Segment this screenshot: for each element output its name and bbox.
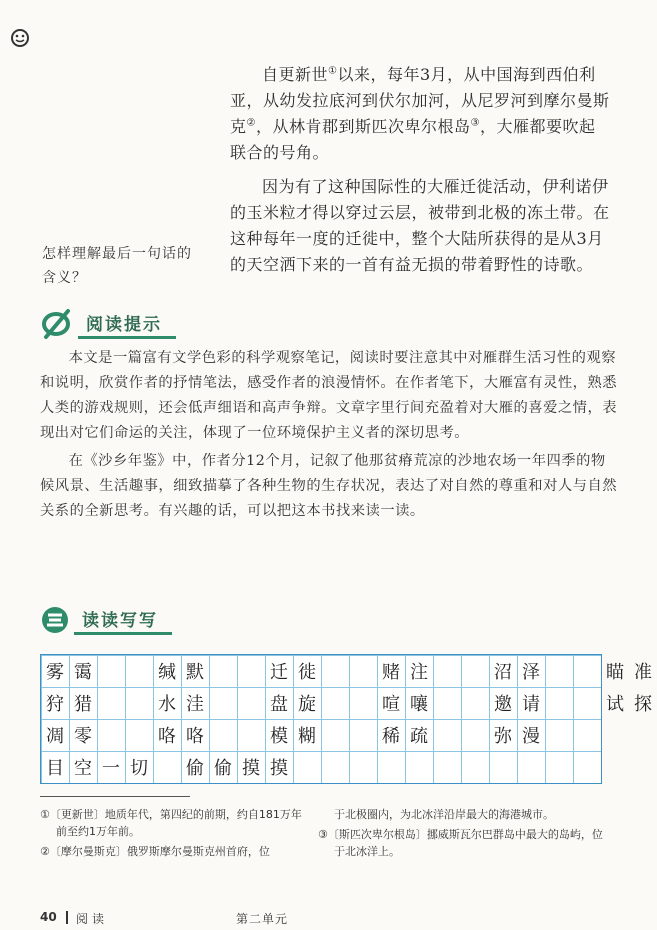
read-write-icon xyxy=(40,605,70,635)
vocabulary-word: 迁 徙 xyxy=(270,662,316,683)
main-passage xyxy=(230,62,610,286)
passage-paragraph-2: 因为有了这种国际性的大雁迁徙活动，伊利诺伊的玉米粒才得以穿过云层，被带到北极的冻土带。在这种每年一度的迁徙中，整个大陆所获得的是从3月的天空洒下来的一首有益无损的带着野性的诗歌。 xyxy=(230,177,610,274)
vocabulary-word: 喧 嚷 xyxy=(382,694,428,715)
vocabulary-word: 沼 泽 xyxy=(494,662,540,683)
reading-tips-body xyxy=(40,346,618,527)
footnotes-left xyxy=(40,806,302,863)
footnote-divider xyxy=(40,796,190,797)
page-number: 40 xyxy=(40,910,57,924)
vocabulary-word: 狩 猎 xyxy=(46,694,92,715)
vocabulary-word: 盘 旋 xyxy=(270,694,316,715)
vocabulary-word: 凋 零 xyxy=(46,726,92,747)
vocabulary-word: 咯 咯 xyxy=(158,726,204,747)
vocabulary-word: 缄 默 xyxy=(158,662,204,683)
margin-question: 怎样理解最后一句话的含义？ xyxy=(42,246,192,286)
vocabulary-word: 赌 注 xyxy=(382,662,428,683)
reading-tips-header xyxy=(40,308,176,340)
footer-unit: 第二单元 xyxy=(236,912,289,926)
footnote-1: ①〔更新世〕地质年代，第四纪的前期，约自181万年前至约1万年前。 xyxy=(40,808,302,838)
vocabulary-word: 弥 漫 xyxy=(494,726,540,747)
footer-section: 阅读 xyxy=(76,912,109,926)
vocabulary-word: 偷 偷 摸 摸 xyxy=(186,758,288,779)
reading-tips-title: 阅读提示 xyxy=(78,310,176,339)
vocabulary-word: 邀 请 xyxy=(494,694,540,715)
smiley-icon xyxy=(10,28,30,48)
read-write-header xyxy=(40,604,172,636)
footnote-2: ②〔摩尔曼斯克〕俄罗斯摩尔曼斯克州首府，位 xyxy=(40,845,270,858)
vocabulary-grid xyxy=(40,654,652,784)
footnote-ref-3: ③ xyxy=(470,117,480,129)
vocabulary-word: 水 洼 xyxy=(158,694,204,715)
vocabulary-word: 模 糊 xyxy=(270,726,316,747)
footnotes-right xyxy=(318,806,608,863)
footer-divider xyxy=(66,911,68,924)
vocabulary-word: 瞄 准 xyxy=(606,662,652,683)
footnote-ref-1: ① xyxy=(328,65,338,77)
tips-paragraph-2: 在《沙乡年鉴》中，作者分12个月，记叙了他那贫瘠荒凉的沙地农场一年四季的物候风景、生活趣事，细致描摹了各种生物的生存状况，表达了对自然的尊重和对人与自然关系的全新思考。有兴趣的话，可以把这本书找来读一读。 xyxy=(40,453,618,519)
footnote-3: ③〔斯匹次卑尔根岛〕挪威斯瓦尔巴群岛中最大的岛屿，位于北冰洋上。 xyxy=(318,828,603,858)
vocabulary-word: 试 探 xyxy=(606,694,652,715)
tips-paragraph-1: 本文是一篇富有文学色彩的科学观察笔记，阅读时要注意其中对雁群生活习性的观察和说明，欣赏作者的抒情笔法，感受作者的浪漫情怀。在作者笔下，大雁富有灵性，熟悉人类的游戏规则，还会低声细语和高声争辩。文章字里行间充盈着对大雁的喜爱之情，表现出对它们命运的关注，体现了一位环境保护主义者的深切思考。 xyxy=(40,350,618,441)
read-write-title: 读读写写 xyxy=(74,606,172,635)
vocabulary-word: 目 空 一 切 xyxy=(46,758,148,779)
passage-paragraph-1: 自更新世①以来，每年3月，从中国海到西伯利亚，从幼发拉底河到伏尔加河，从尼罗河到摩尔曼斯克②，从林肯郡到斯匹次卑尔根岛③，大雁都要吹起联合的号角。 xyxy=(230,65,610,162)
vocabulary-word: 稀 疏 xyxy=(382,726,428,747)
footnote-2-continued: 于北极圈内，为北冰洋沿岸最大的海港城市。 xyxy=(334,808,554,821)
reading-hint-icon xyxy=(40,307,74,341)
footnote-ref-2: ② xyxy=(246,117,256,129)
vocabulary-word: 雾 霭 xyxy=(46,662,92,683)
